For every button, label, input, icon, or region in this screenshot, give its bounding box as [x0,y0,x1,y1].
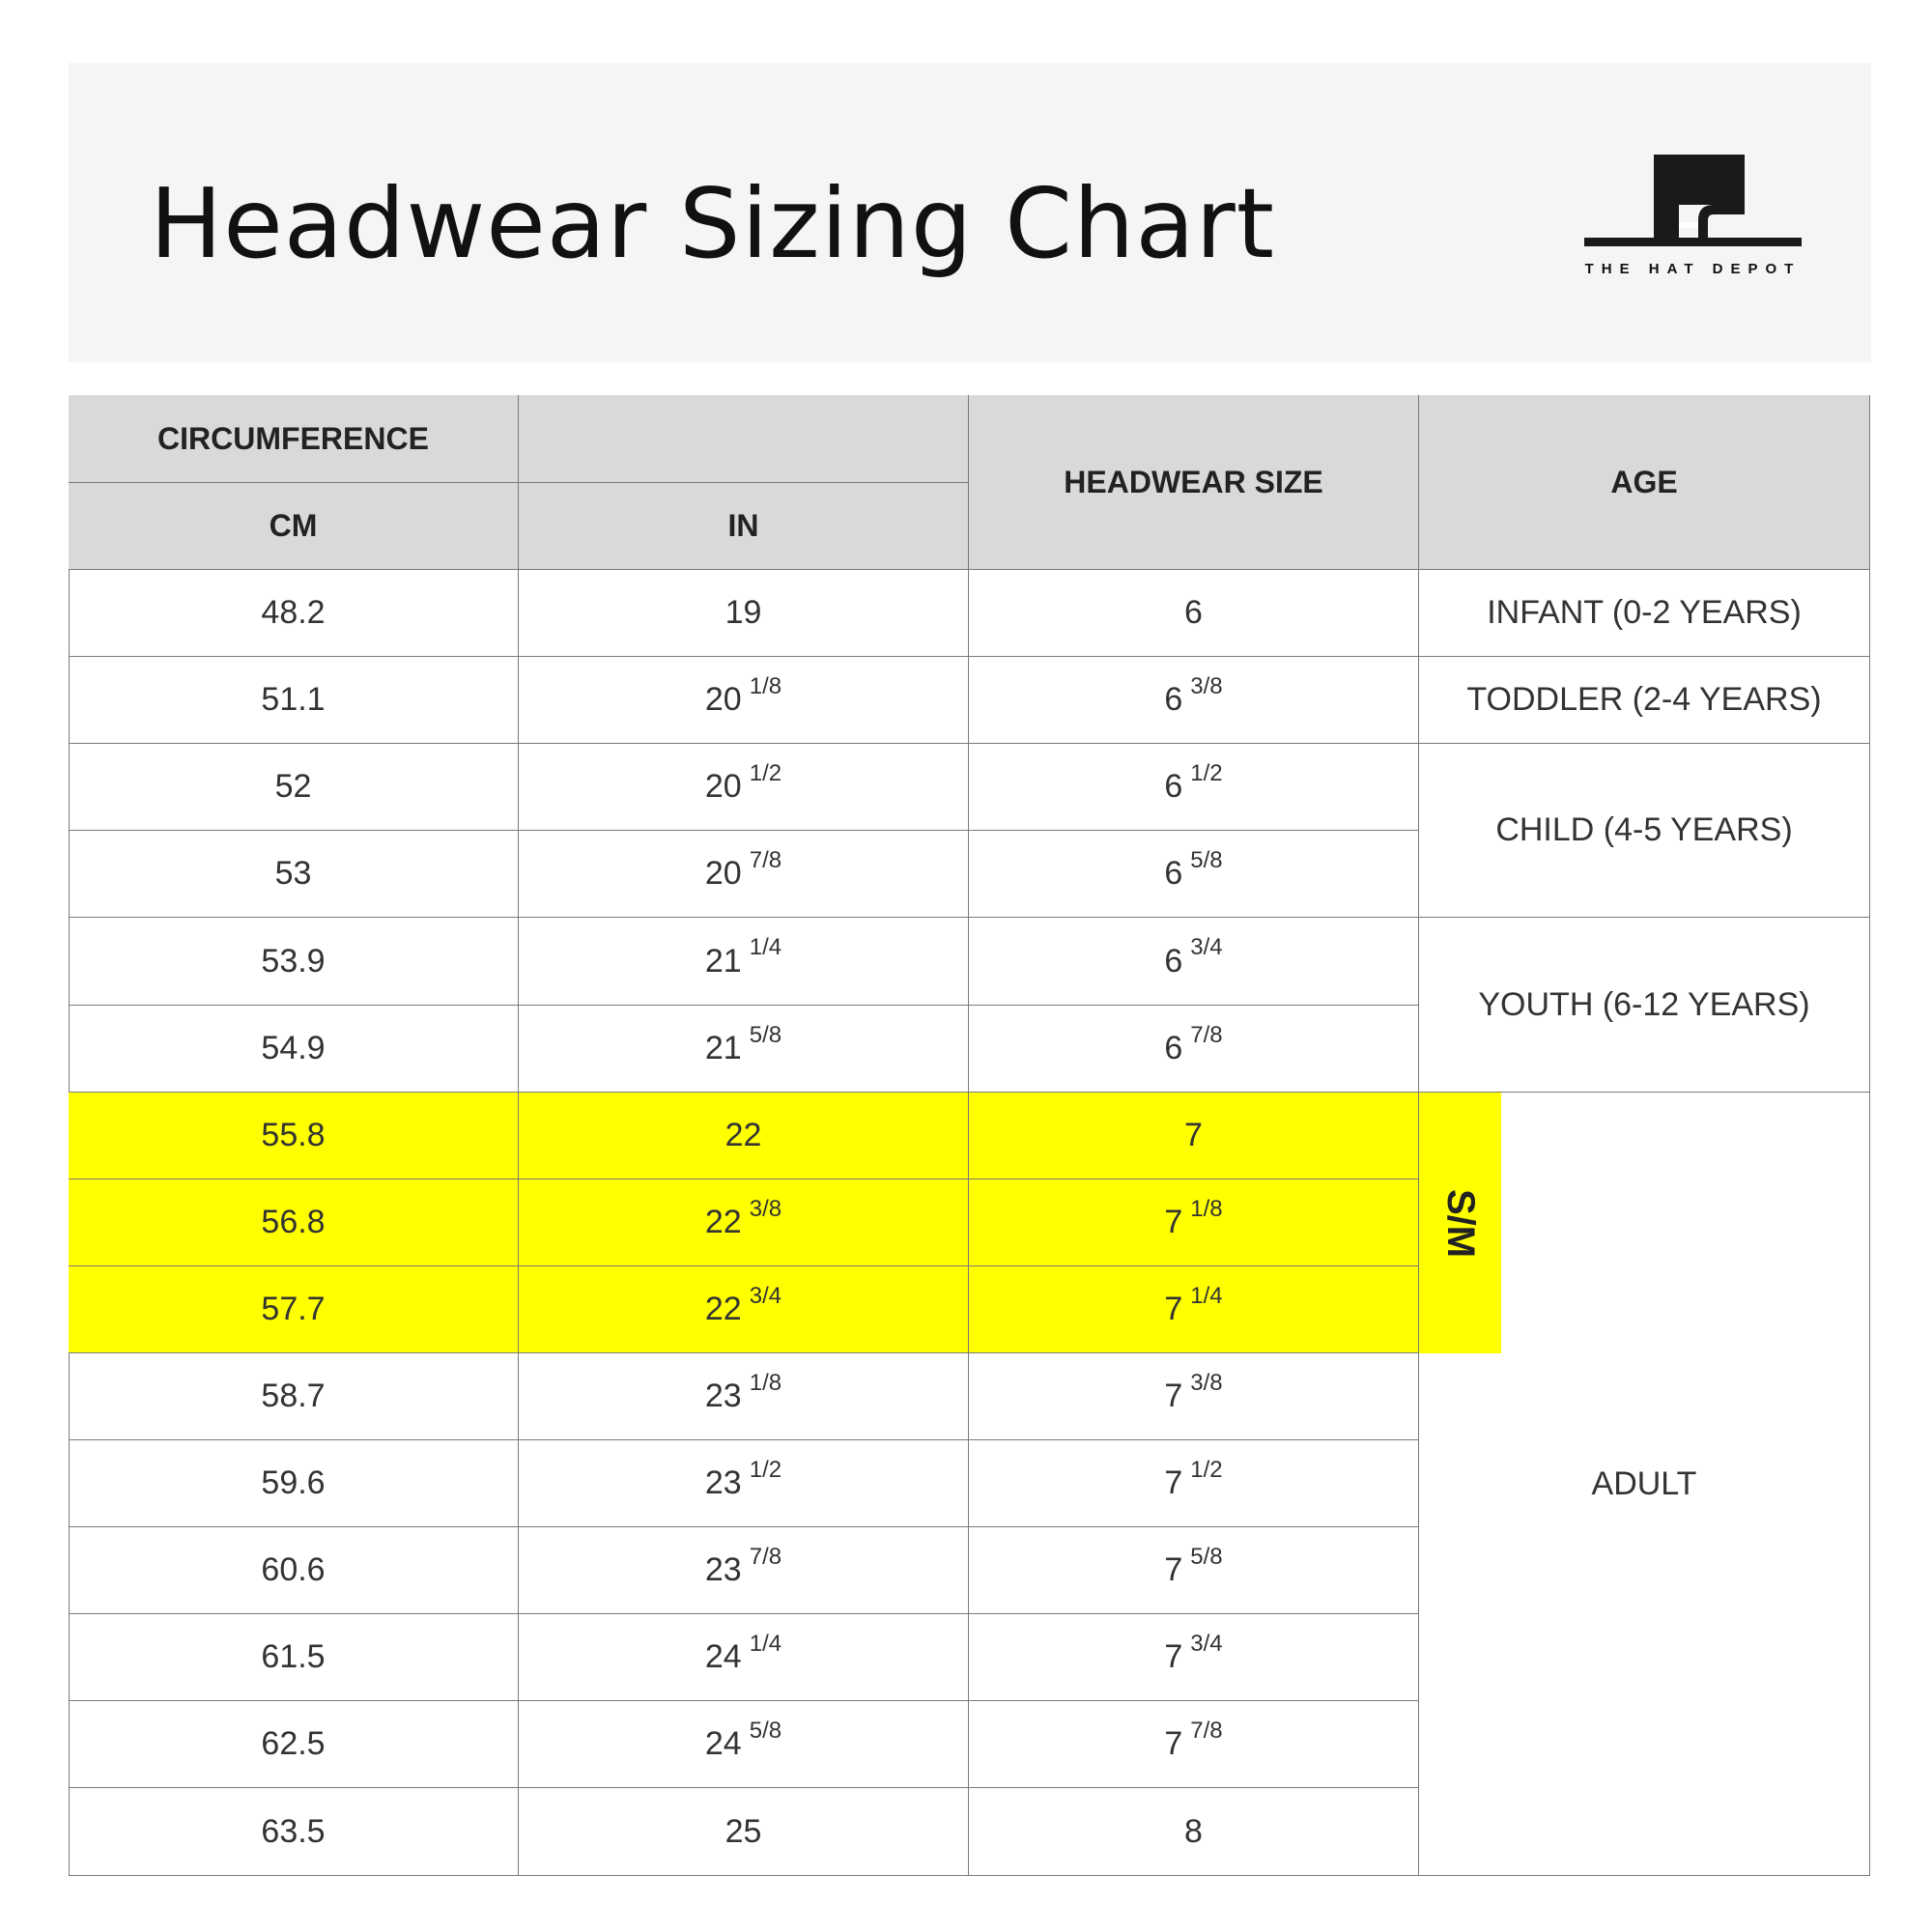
cm-cell: 58.7 [69,1353,519,1440]
size-value-whole: 7 [1184,1117,1203,1153]
size-value-fraction: 3/4 [1190,934,1223,960]
size-value-whole: 7 [1164,1204,1183,1240]
size-value-whole: 6 [1164,768,1183,805]
in-cell [519,1266,969,1353]
in-value-fraction: 3/4 [749,1282,782,1309]
in-value-whole: 22 [704,1204,742,1240]
in-value-fraction: 1/4 [749,934,782,960]
in-cell [519,918,969,1006]
headwear-size-cell [969,570,1419,657]
in-cell [519,744,969,831]
age-group-cell: YOUTH (6-12 YEARS) [1419,918,1870,1093]
in-cell [519,1701,969,1788]
sm-size-band [1419,1093,1501,1353]
size-value-whole: 7 [1164,1464,1183,1501]
in-cell [519,1006,969,1093]
in-value-fraction: 7/8 [749,846,782,873]
in-value-whole: 23 [704,1551,742,1588]
in-cell [519,1788,969,1876]
headwear-size-cell [969,1788,1419,1876]
size-value-fraction: 7/8 [1190,1021,1223,1048]
header-headwear-size: HEADWEAR SIZE [969,395,1419,570]
in-value-whole: 19 [724,594,762,631]
size-value-whole: 6 [1164,855,1183,892]
page-title: Headwear Sizing Chart [150,167,1275,280]
cm-cell: 53 [69,831,519,918]
header-circumference: CIRCUMFERENCE [69,395,519,483]
in-value-whole: 25 [724,1812,762,1850]
in-value-fraction: 7/8 [749,1543,782,1570]
in-value-whole: 20 [704,681,742,718]
size-value-whole: 7 [1164,1291,1183,1327]
size-value-whole: 6 [1164,1030,1183,1066]
size-value-fraction: 3/4 [1190,1630,1223,1657]
headwear-size-cell [969,1266,1419,1353]
in-value-whole: 22 [724,1117,762,1153]
in-value-fraction: 3/8 [749,1195,782,1222]
in-cell [519,657,969,744]
in-value-whole: 21 [704,942,742,980]
size-value-fraction: 1/2 [1190,759,1223,786]
hat-depot-logo-icon [1584,155,1802,251]
cm-cell: 60.6 [69,1527,519,1614]
in-value-whole: 23 [704,1464,742,1501]
size-value-fraction: 5/8 [1190,1543,1223,1570]
size-value-whole: 6 [1184,594,1203,631]
headwear-size-cell [969,1527,1419,1614]
in-value-fraction: 1/8 [749,1369,782,1396]
in-cell [519,1353,969,1440]
in-cell [519,831,969,918]
in-value-whole: 21 [704,1030,742,1066]
in-value-fraction: 1/2 [749,1456,782,1483]
in-value-fraction: 1/2 [749,759,782,786]
in-value-fraction: 5/8 [749,1021,782,1048]
headwear-size-cell [969,918,1419,1006]
headwear-size-cell [969,1179,1419,1266]
cm-cell: 48.2 [69,570,519,657]
size-value-fraction: 3/8 [1190,672,1223,699]
in-value-whole: 24 [704,1725,742,1762]
headwear-size-cell [969,657,1419,744]
in-cell [519,1179,969,1266]
size-value-whole: 7 [1164,1638,1183,1675]
cm-cell: 52 [69,744,519,831]
size-value-fraction: 1/8 [1190,1195,1223,1222]
size-value-fraction: 1/2 [1190,1456,1223,1483]
in-value-whole: 24 [704,1638,742,1675]
headwear-size-cell [969,1701,1419,1788]
logo-text: THE HAT DEPOT [1584,261,1802,277]
header-in: IN [519,483,969,570]
in-value-fraction: 1/8 [749,672,782,699]
headwear-size-cell [969,1440,1419,1527]
size-value-whole: 7 [1164,1551,1183,1588]
cm-cell: 53.9 [69,918,519,1006]
size-value-fraction: 3/8 [1190,1369,1223,1396]
header-cm: CM [69,483,519,570]
cm-cell: 62.5 [69,1701,519,1788]
headwear-size-cell [969,1093,1419,1179]
cm-cell: 63.5 [69,1788,519,1876]
in-cell [519,570,969,657]
in-cell [519,1093,969,1179]
size-value-fraction: 7/8 [1190,1717,1223,1744]
size-value-whole: 6 [1164,942,1183,980]
header-age: AGE [1419,395,1870,570]
in-value-whole: 20 [704,768,742,805]
headwear-size-cell [969,1353,1419,1440]
size-value-whole: 7 [1164,1725,1183,1762]
size-value-fraction: 1/4 [1190,1282,1223,1309]
size-value-whole: 6 [1164,681,1183,718]
age-group-cell: INFANT (0-2 YEARS) [1419,570,1870,657]
cm-cell: 57.7 [69,1266,519,1353]
cm-cell: 51.1 [69,657,519,744]
age-group-cell: TODDLER (2-4 YEARS) [1419,657,1870,744]
cm-cell: 59.6 [69,1440,519,1527]
in-value-whole: 23 [704,1378,742,1414]
cm-cell: 61.5 [69,1614,519,1701]
in-cell [519,1527,969,1614]
headwear-size-cell [969,744,1419,831]
header-circumference-span [519,395,969,483]
in-cell [519,1614,969,1701]
size-value-fraction: 5/8 [1190,846,1223,873]
age-group-cell: CHILD (4-5 YEARS) [1419,744,1870,918]
in-value-whole: 22 [704,1291,742,1327]
size-value-whole: 7 [1164,1378,1183,1414]
cm-cell: 54.9 [69,1006,519,1093]
cm-cell: 55.8 [69,1093,519,1179]
cm-cell: 56.8 [69,1179,519,1266]
headwear-size-cell [969,831,1419,918]
in-value-whole: 20 [704,855,742,892]
in-value-fraction: 1/4 [749,1630,782,1657]
sm-size-label: S/M [1439,1188,1482,1258]
in-value-fraction: 5/8 [749,1717,782,1744]
age-group-cell: ADULT [1419,1093,1870,1876]
logo [1584,155,1802,280]
size-value-whole: 8 [1184,1812,1203,1850]
sizing-table [69,395,1870,1875]
headwear-size-cell [969,1006,1419,1093]
in-cell [519,1440,969,1527]
headwear-size-cell [969,1614,1419,1701]
